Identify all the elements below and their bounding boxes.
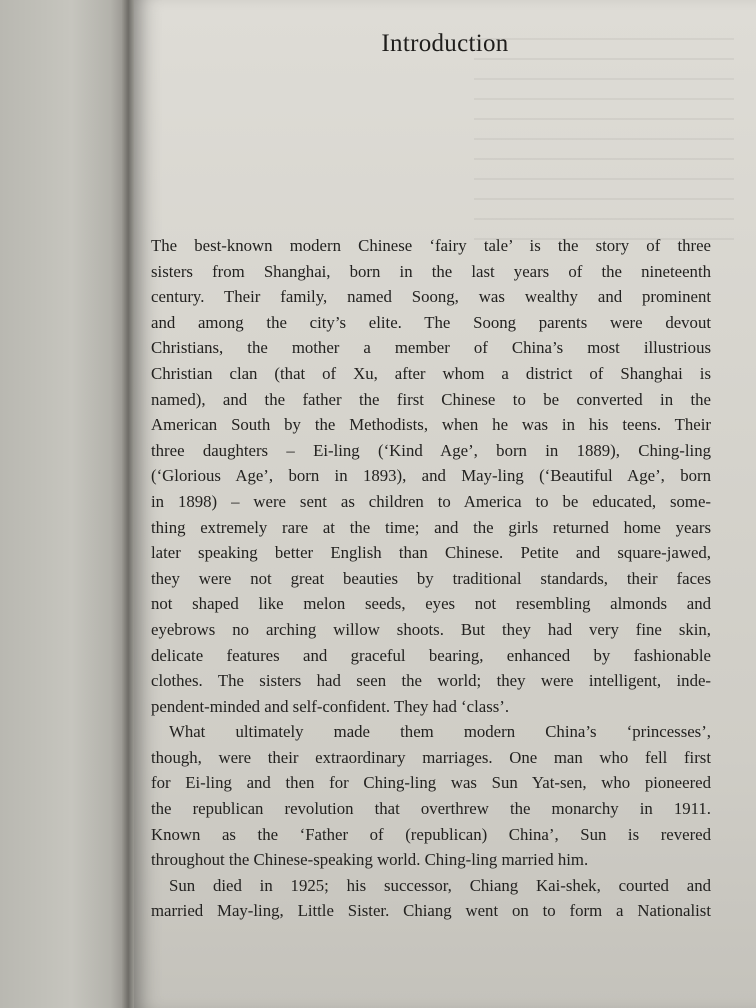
text-line: not shaped like melon seeds, eyes not resembling almonds and: [151, 594, 711, 614]
text-line: Sun died in 1925; his successor, Chiang Kai-shek, courted and: [169, 875, 711, 895]
left-page: [0, 0, 130, 1008]
body-text: [151, 233, 711, 924]
text-line: thing extremely rare at the time; and the girls returned home years: [151, 517, 711, 537]
text-line: The best-known modern Chinese ‘fairy tale’ is the story of three: [151, 236, 711, 255]
text-line: century. Their family, named Soong, was wealthy and prominent: [151, 287, 711, 307]
text-line: for Ei-ling and then for Ching-ling was Sun Yat-sen, who pioneered: [151, 773, 711, 793]
text-line: What ultimately made them modern China’s ‘princesses’,: [169, 722, 711, 742]
text-line: later speaking better English than Chinese. Petite and square-jawed,: [151, 543, 711, 563]
text-line: clothes. The sisters had seen the world; they were intelligent, inde-: [151, 671, 711, 691]
text-line: they were not great beauties by traditional standards, their faces: [151, 568, 711, 588]
text-line: named), and the father the first Chinese to be converted in the: [151, 389, 711, 409]
text-line: married May-ling, Little Sister. Chiang went on to form a Nationalist: [151, 901, 711, 921]
text-line: American South by the Methodists, when he was in his teens. Their: [151, 415, 711, 435]
text-line: delicate features and graceful bearing, enhanced by fashionable: [151, 645, 711, 665]
text-line: Christian clan (that of Xu, after whom a district of Shanghai is: [151, 363, 711, 383]
text-line: Known as the ‘Father of (republican) China’, Sun is revered: [151, 824, 711, 844]
text-line: the republican revolution that overthrew the monarchy in 1911.: [151, 799, 711, 819]
text-line: and among the city’s elite. The Soong parents were devout: [151, 312, 711, 332]
chapter-title: Introduction: [381, 30, 509, 57]
text-line: pendent-minded and self-confident. They had ‘class’.: [151, 696, 510, 716]
text-line: though, were their extraordinary marriages. One man who fell first: [151, 747, 711, 767]
text-line: Christians, the mother a member of China’s most illustrious: [151, 338, 711, 358]
text-line: three daughters – Ei-ling (‘Kind Age’, born in 1889), Ching-ling: [151, 440, 711, 460]
text-line: throughout the Chinese-speaking world. Ching-ling married him.: [151, 850, 589, 870]
text-line: eyebrows no arching willow shoots. But they had very fine skin,: [151, 619, 711, 639]
text-line: sisters from Shanghai, born in the last years of the nineteenth: [151, 261, 711, 281]
text-line: (‘Glorious Age’, born in 1893), and May-ling (‘Beautiful Age’, born: [151, 466, 711, 486]
text-line: in 1898) – were sent as children to America to be educated, some-: [151, 491, 711, 511]
